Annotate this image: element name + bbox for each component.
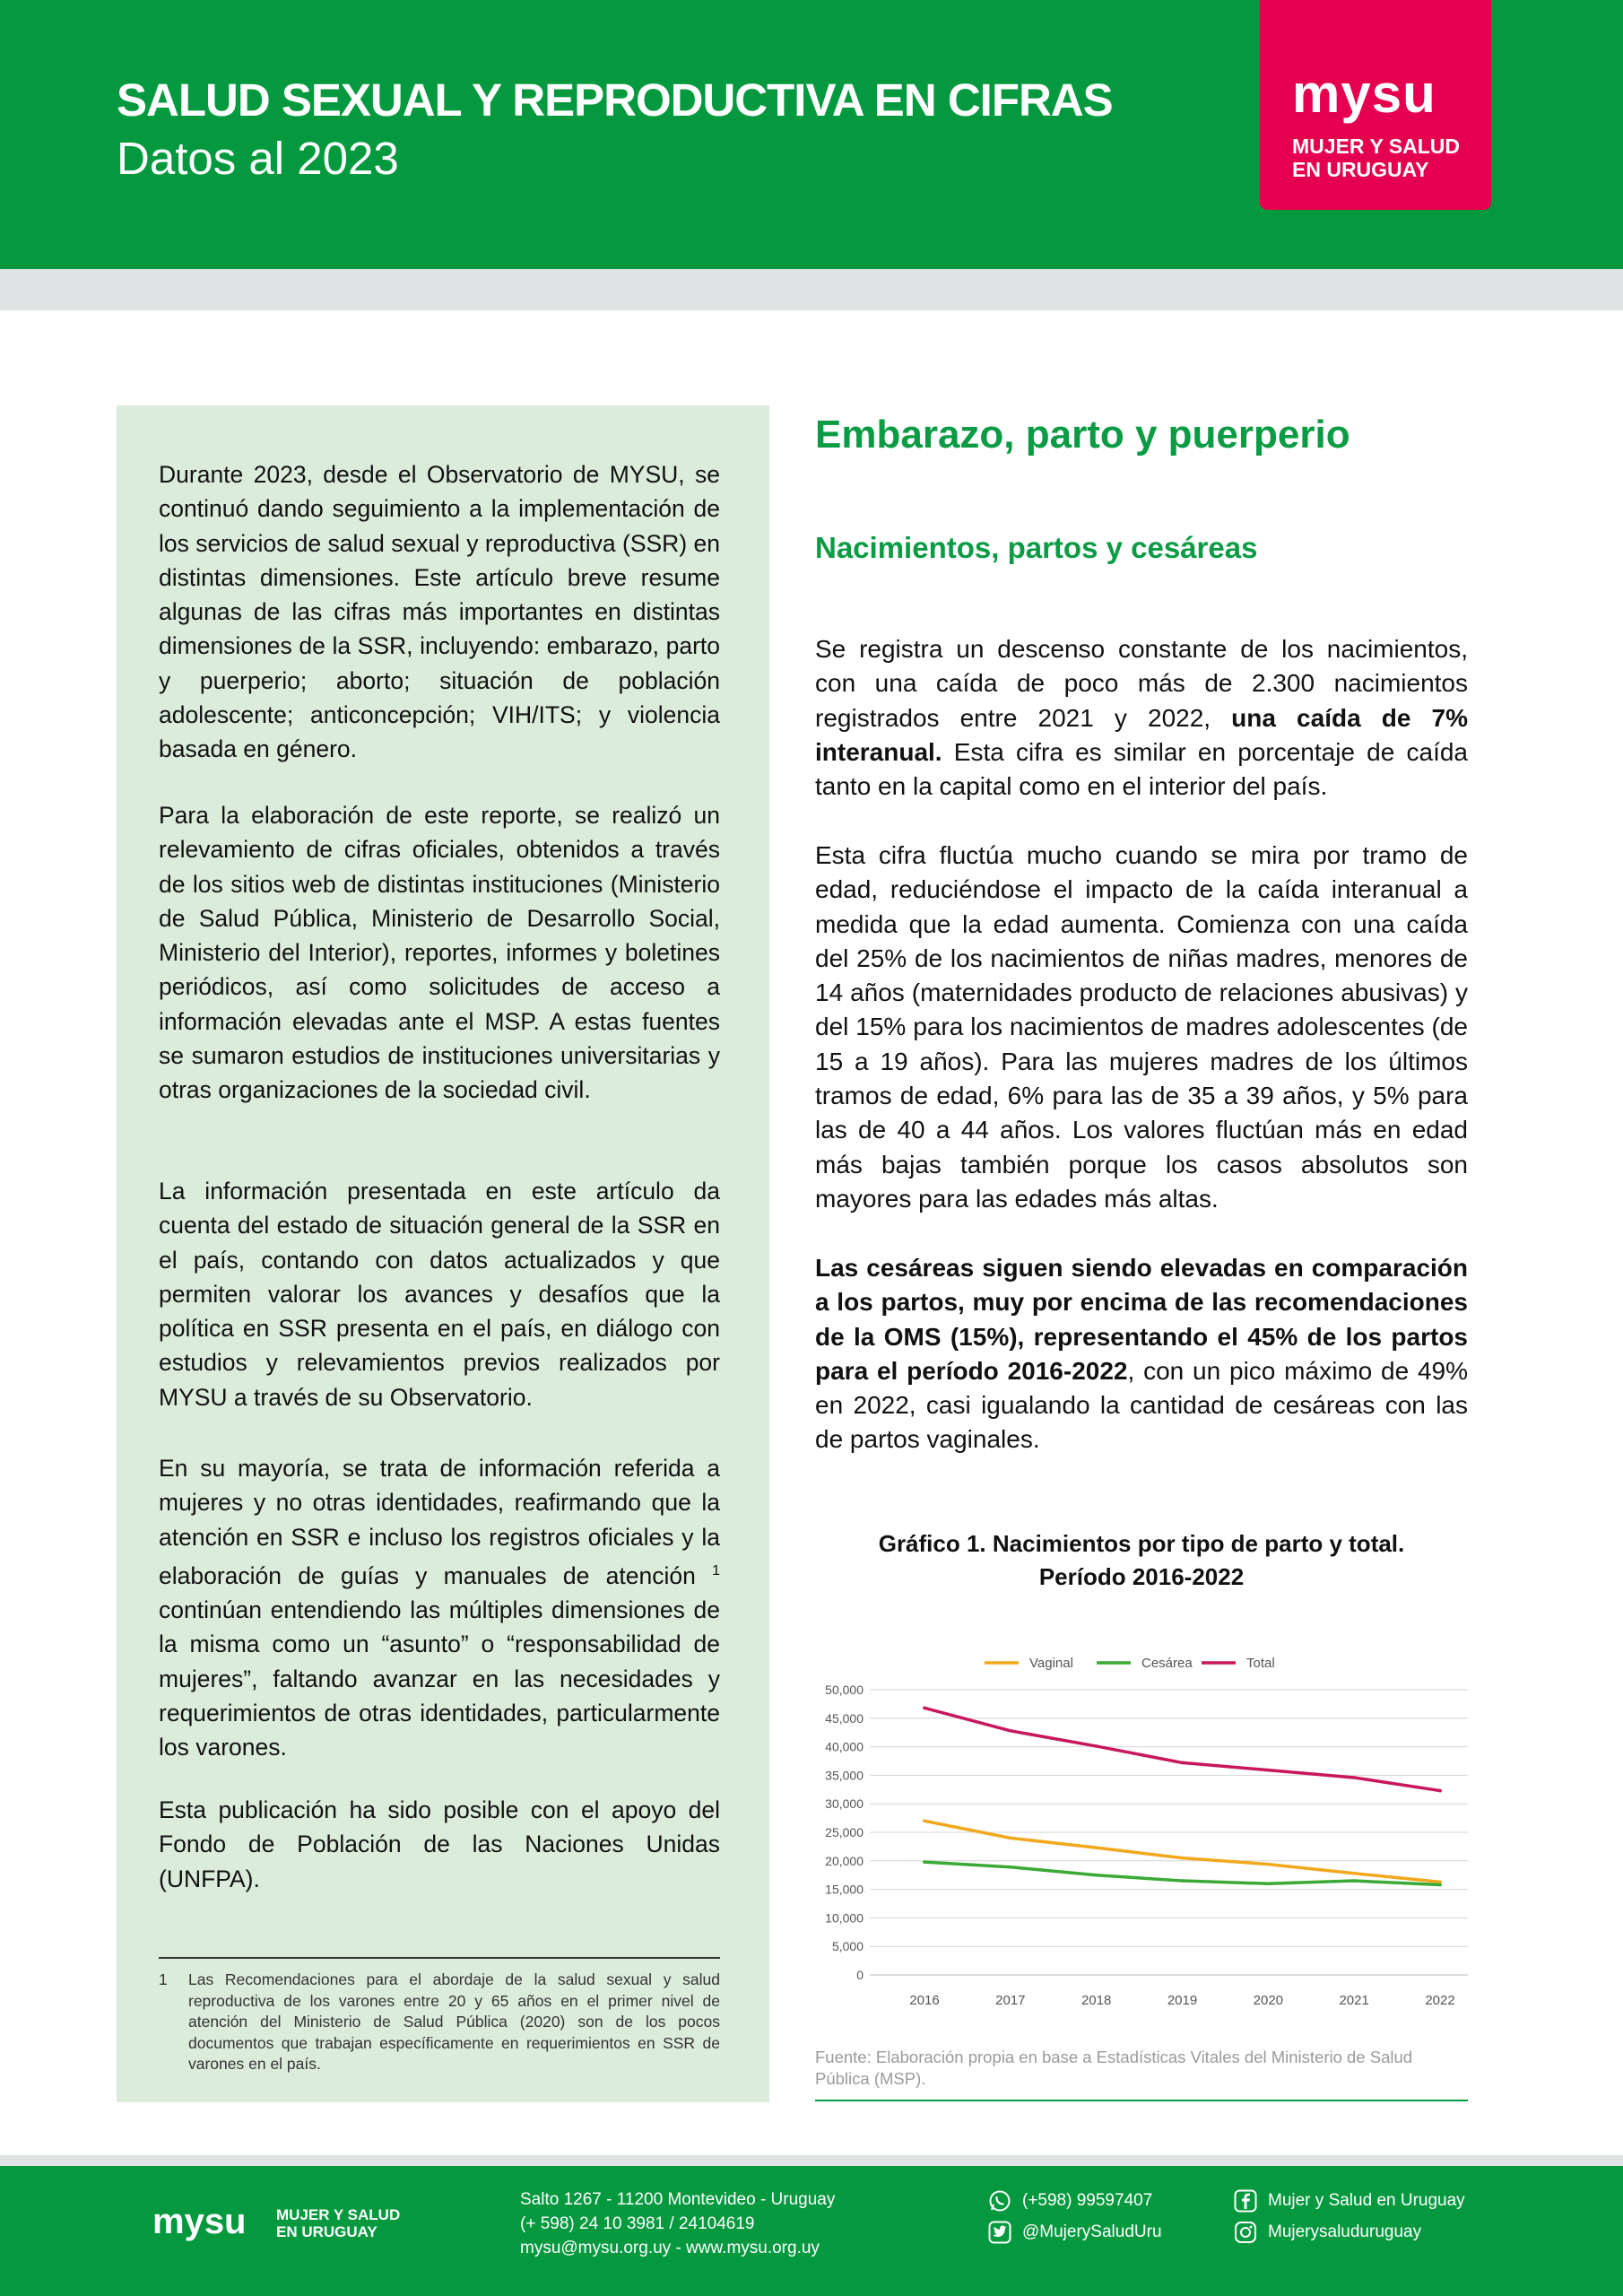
x-tick-label: 2016 [909, 1993, 940, 2008]
intro-paragraph-2: Para la elaboración de este reporte, se realizó un relevamiento de cifras oficiales, obtenidos a través de los sitios web de distintas instituciones (Ministerio de Salud Pública, Ministerio de Desarrollo Social, Ministerio del Interior), reportes, informes y boletines periódicos, así como solicitudes de acceso a información elevadas ante el MSP. A estas fuentes se sumaron estudios de instituciones universitarias y otras organizaciones de la sociedad civil. [159, 802, 720, 1104]
y-tick-label: 45,000 [825, 1710, 864, 1726]
data-point [1009, 1866, 1012, 1869]
footnote-reference[interactable]: 1 [712, 1562, 720, 1578]
data-point [1095, 1874, 1098, 1877]
legend-label: Vaginal [1029, 1656, 1073, 1671]
section-heading: Embarazo, parto y puerperio [815, 413, 1350, 457]
data-point [1352, 1776, 1356, 1779]
logo-wordmark: mysu [1292, 64, 1436, 124]
section-subheading: Nacimientos, partos y cesáreas [815, 531, 1258, 564]
footer-logo-line2: EN URUGUAY [276, 2223, 378, 2240]
intro-paragraph-1: Durante 2023, desde el Observatorio de MYSU, se continuó dando seguimiento a la implementación de los servicios de salud sexual y reproductiva (SSR) en distintas dimensiones. Este artículo breve resume algunas de las cifras más importantes en distintas dimensiones de la SSR, incluyendo: embarazo, parto y puerperio; aborto; situación de población adolescente; anticoncepción; VIH/ITS; y violencia basada en género. [159, 461, 720, 763]
footer-instagram-text: Mujerysaluduruguay [1268, 2222, 1422, 2241]
footer-logo-wordmark: mysu [152, 2202, 247, 2241]
y-tick-label: 20,000 [825, 1853, 864, 1868]
body-paragraph-1-part-1: Se registra un descenso constante de los nacimientos, con una caída de poco más de 2.300 nacimientos registrados entre 2021 y 2022, [815, 635, 1468, 732]
data-point [1181, 1857, 1185, 1860]
body-paragraph-3-part-2: , con un pico máximo de 49% en 2022, casi igualando la cantidad de cesáreas con las de partos vaginales. [815, 1356, 1468, 1454]
footer-address [520, 2187, 835, 2260]
data-point [1009, 1837, 1012, 1840]
series-line-vaginal [924, 1821, 1440, 1882]
footer-phone: (+ 598) 24 10 3981 / 24104619 [520, 2214, 755, 2233]
chart-title-line1: Gráfico 1. Nacimientos por tipo de parto y total. [878, 1530, 1405, 1557]
legend-label: Cesárea [1141, 1656, 1193, 1671]
x-tick-label: 2022 [1425, 1993, 1455, 2008]
intro-paragraph-4-part-2: continúan entendiendo las múltiples dimensiones de la misma como un “asunto” o “responsabilidad de mujeres”, faltando avanzar en las necesidades y requerimientos de otras identidades, particularmente los varones. [159, 1596, 720, 1761]
births-line-chart [807, 1641, 1480, 2018]
footnote-divider [159, 1957, 720, 1959]
footer-instagram[interactable] [1234, 2221, 1421, 2244]
data-point [1009, 1729, 1012, 1733]
footer-logo-line1: MUJER Y SALUD [276, 2206, 401, 2223]
instagram-icon [1234, 2221, 1257, 2244]
chart-title-line2: Período 2016-2022 [1038, 1563, 1245, 1590]
legend-label: Total [1246, 1656, 1275, 1671]
y-tick-label: 15,000 [825, 1882, 864, 1897]
footer-twitter-text: @MujerySaludUru [1022, 2222, 1162, 2241]
page-footer [0, 2166, 1623, 2296]
series-line-total [924, 1708, 1440, 1790]
x-tick-label: 2017 [995, 1993, 1026, 2008]
footer-street: Salto 1267 - 11200 Montevideo - Uruguay [520, 2190, 836, 2209]
source-divider [815, 2100, 1468, 2101]
footer-facebook-text: Mujer y Salud en Uruguay [1268, 2191, 1465, 2210]
y-tick-label: 25,000 [825, 1825, 864, 1839]
mysu-logo [1260, 0, 1491, 210]
x-tick-label: 2019 [1167, 1993, 1198, 2008]
y-tick-label: 30,000 [825, 1796, 864, 1812]
y-tick-label: 40,000 [825, 1739, 864, 1754]
logo-tagline [1292, 135, 1460, 181]
intro-paragraph-4 [159, 1451, 720, 1765]
chart-title [815, 1527, 1468, 1594]
data-point [1095, 1846, 1098, 1849]
data-point [1181, 1879, 1185, 1883]
body-paragraph-1 [815, 632, 1468, 804]
data-point [1267, 1769, 1271, 1772]
data-point [1352, 1872, 1356, 1875]
facebook-icon [1234, 2189, 1257, 2213]
x-tick-label: 2018 [1081, 1993, 1112, 2008]
data-point [1438, 1881, 1442, 1884]
data-point [923, 1707, 926, 1710]
body-paragraph-2: Esta cifra fluctúa mucho cuando se mira por tramo de edad, reduciéndose el impacto de la caída interanual a medida que la edad aumenta. Comienza con una caída del 25% de los nacimientos de niñas madres, menores de 14 años (maternidades producto de relaciones abusivas) y del 15% para los nacimientos de madres adolescentes (de 15 a 19 años). Para las mujeres madres de los últimos tramos de edad, 6% para las de 35 a 39 años, y 5% para las de 40 a 44 años. Los valores fluctúan más en edad más bajas también porque los casos absolutos son mayores para las edades más altas. [815, 841, 1468, 1213]
intro-paragraph-4-part-1: En su mayoría, se trata de información referida a mujeres y no otras identidades, reafirmando que la atención en SSR e incluso los registros oficiales y la elaboración de guías y manuales de atención [159, 1455, 720, 1589]
footer-whatsapp-text: (+598) 99597407 [1022, 2191, 1153, 2210]
data-point [1438, 1883, 1442, 1887]
y-tick-label: 5,000 [831, 1939, 864, 1954]
data-point [923, 1860, 926, 1864]
intro-paragraph-5: Esta publicación ha sido posible con el apoyo del Fondo de Población de las Naciones Unidas (UNFPA). [159, 1796, 720, 1892]
logo-tagline-line1: MUJER Y SALUD [1292, 135, 1461, 158]
footer-twitter[interactable] [988, 2221, 1162, 2244]
page-subtitle: Datos al 2023 [117, 133, 399, 184]
x-tick-label: 2021 [1339, 1993, 1369, 2008]
footer-divider-band [0, 2155, 1623, 2166]
data-point [1352, 1879, 1356, 1883]
x-tick-label: 2020 [1253, 1993, 1284, 2008]
page-header [0, 0, 1623, 269]
whatsapp-icon [988, 2189, 1011, 2213]
page-title: SALUD SEXUAL Y REPRODUCTIVA EN CIFRAS [117, 74, 1113, 126]
data-point [1438, 1789, 1442, 1793]
header-divider-band [0, 269, 1623, 310]
data-point [1095, 1744, 1098, 1748]
body-paragraph-3 [815, 1251, 1468, 1457]
chart-source: Fuente: Elaboración propia en base a Estadísticas Vitales del Ministerio de Salud Pública (MSP). [815, 2048, 1413, 2088]
footer-email-web[interactable]: mysu@mysu.org.uy - www.mysu.org.uy [520, 2239, 820, 2257]
footnote-text: Las Recomendaciones para el abordaje de la salud sexual y salud reproductiva de los varones entre 20 y 65 años en el primer nivel de atención del Ministerio de Salud Pública (2020) son de los pocos documentos que trabajan específicamente en requerimientos en SSR de varones en el país. [188, 1970, 720, 2073]
body-paragraph-3-highlight: Las cesáreas siguen siendo elevadas en comparación a los partos, muy por encima de las recomendaciones de la OMS (15%), representando el 45% de los partos para el período 2016-2022 [815, 1254, 1468, 1385]
footer-whatsapp[interactable] [988, 2189, 1152, 2213]
y-tick-label: 0 [856, 1968, 864, 1982]
twitter-icon [988, 2221, 1011, 2244]
intro-box [117, 405, 769, 2102]
body-paragraph-1-part-2: Esta cifra es similar en porcentaje de caída tanto en la capital como en el interior del país. [815, 737, 1468, 801]
y-tick-label: 10,000 [825, 1910, 864, 1926]
footnote-number: 1 [159, 1970, 168, 1988]
data-point [923, 1819, 926, 1822]
logo-tagline-line2: EN URUGUAY [1292, 158, 1429, 181]
intro-paragraph-3: La información presentada en este artículo da cuenta del estado de situación general de la SSR en el país, contando con datos actualizados y que permiten valorar los avances y desafíos que la política en SSR presenta en el país, en diálogo con estudios y relevamientos previos realizados por MYSU a través de su Observatorio. [159, 1178, 720, 1411]
y-tick-label: 35,000 [825, 1768, 864, 1783]
y-tick-label: 50,000 [825, 1683, 864, 1697]
data-point [1267, 1882, 1271, 1885]
footer-logo-tagline [276, 2206, 400, 2240]
footer-facebook[interactable] [1234, 2189, 1465, 2213]
data-point [1267, 1863, 1271, 1866]
data-point [1181, 1761, 1185, 1765]
body-paragraph-1-highlight: una caída de 7% interanual. [815, 703, 1468, 766]
